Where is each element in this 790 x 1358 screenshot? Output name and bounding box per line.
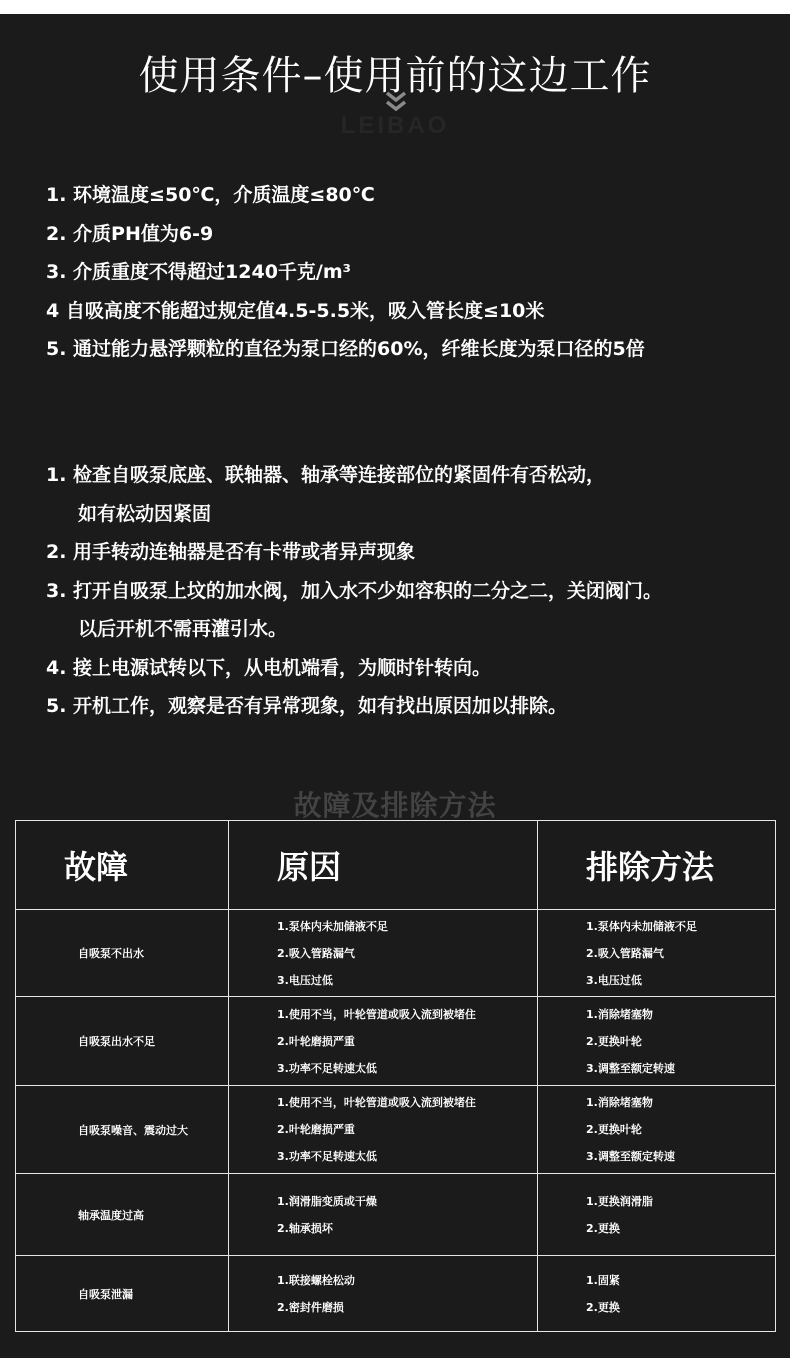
fault-section-heading: 故障及排除方法 [293,789,497,822]
remedy-item: 3.调整至额定转速 [586,1150,675,1163]
remedy-item: 1.固紧 [586,1273,620,1287]
table-row [16,1174,776,1256]
condition-item: 4 自吸高度不能超过规定值4.5-5.5米，吸入管长度≤10米 [46,299,545,322]
cause-item: 3.功率不足转速太低 [277,1061,377,1075]
fault-name: 轴承温度过高 [16,1174,229,1256]
condition-item: 3. 介质重度不得超过1240千克/m³ [46,261,351,283]
preparation-item: 1. 检查自吸泵底座、联轴器、轴承等连接部位的紧固件有否松动， [46,464,606,486]
usage-conditions-list [46,176,645,369]
table-row [16,1256,776,1332]
column-header-remedy: 排除方法 [538,821,776,910]
fault-table [15,820,776,1332]
table-row [16,997,776,1086]
cause-item: 1.使用不当，叶轮管道或吸入流到被堵住 [277,1007,476,1021]
remedy-list [538,1256,776,1332]
cause-item: 1.联接螺栓松动 [277,1273,355,1287]
cause-item: 2.密封件磨损 [277,1300,344,1314]
fault-name: 自吸泵不出水 [16,910,229,997]
column-header-fault: 故障 [16,821,229,910]
remedy-item: 1.消除堵塞物 [586,1007,653,1021]
remedy-item: 1.泵体内未加储液不足 [586,919,697,933]
preparation-item: 5. 开机工作，观察是否有异常现象，如有找出原因加以排除。 [46,695,568,717]
cause-item: 2.叶轮磨损严重 [277,1034,355,1048]
cause-list [229,1086,538,1174]
remedy-item: 2.更换 [586,1221,620,1235]
remedy-item: 3.调整至额定转速 [586,1061,675,1075]
remedy-list [538,910,776,997]
cause-item: 1.泵体内未加储液不足 [277,919,388,933]
double-chevron-down-icon [383,90,409,112]
remedy-item: 2.更换叶轮 [586,1123,642,1136]
cause-item: 2.轴承损坏 [277,1221,333,1235]
cause-item: 3.电压过低 [277,973,333,987]
table-header-row [16,821,776,910]
remedy-item: 2.更换 [586,1300,620,1314]
table-row [16,910,776,997]
remedy-item: 1.消除堵塞物 [586,1096,653,1109]
page-title: 使用条件–使用前的这边工作 [138,53,652,99]
remedy-list [538,1174,776,1256]
remedy-list [538,1086,776,1174]
fault-name: 自吸泵泄漏 [16,1256,229,1332]
preparation-item: 2. 用手转动连轴器是否有卡带或者异声现象 [46,541,416,563]
remedy-item: 1.更换润滑脂 [586,1194,653,1208]
condition-item: 5. 通过能力悬浮颗粒的直径为泵口经的60%，纤维长度为泵口径的5倍 [46,338,645,360]
cause-item: 2.叶轮磨损严重 [277,1123,355,1136]
preparation-list [46,456,662,726]
remedy-item: 3.电压过低 [586,973,642,987]
remedy-item: 2.更换叶轮 [586,1034,642,1048]
remedy-item: 2.吸入管路漏气 [586,946,664,960]
cause-list [229,997,538,1086]
preparation-item: 4. 接上电源试转以下，从电机端看，为顺时针转向。 [46,656,492,679]
cause-item: 1.使用不当，叶轮管道或吸入流到被堵住 [277,1096,476,1109]
preparation-item: 3. 打开自吸泵上坟的加水阀，加入水不少如容积的二分之二，关闭阀门。 [46,579,663,602]
cause-item: 2.吸入管路漏气 [277,946,355,960]
column-header-cause: 原因 [229,821,538,910]
brand-watermark: LEIBAO [340,112,450,139]
fault-name: 自吸泵出水不足 [16,997,229,1086]
cause-list [229,1174,538,1256]
fault-name: 自吸泵噪音、震动过大 [16,1086,229,1174]
condition-item: 1. 环境温度≤50℃，介质温度≤80℃ [46,184,375,206]
cause-list [229,1256,538,1332]
preparation-item-continued: 如有松动因紧固 [78,502,212,525]
cause-item: 3.功率不足转速太低 [277,1150,377,1163]
table-row [16,1086,776,1174]
preparation-item-continued: 以后开机不需再灌引水。 [78,618,288,640]
cause-list [229,910,538,997]
condition-item: 2. 介质PH值为6-9 [46,222,214,245]
remedy-list [538,997,776,1086]
cause-item: 1.润滑脂变质或干燥 [277,1194,377,1208]
